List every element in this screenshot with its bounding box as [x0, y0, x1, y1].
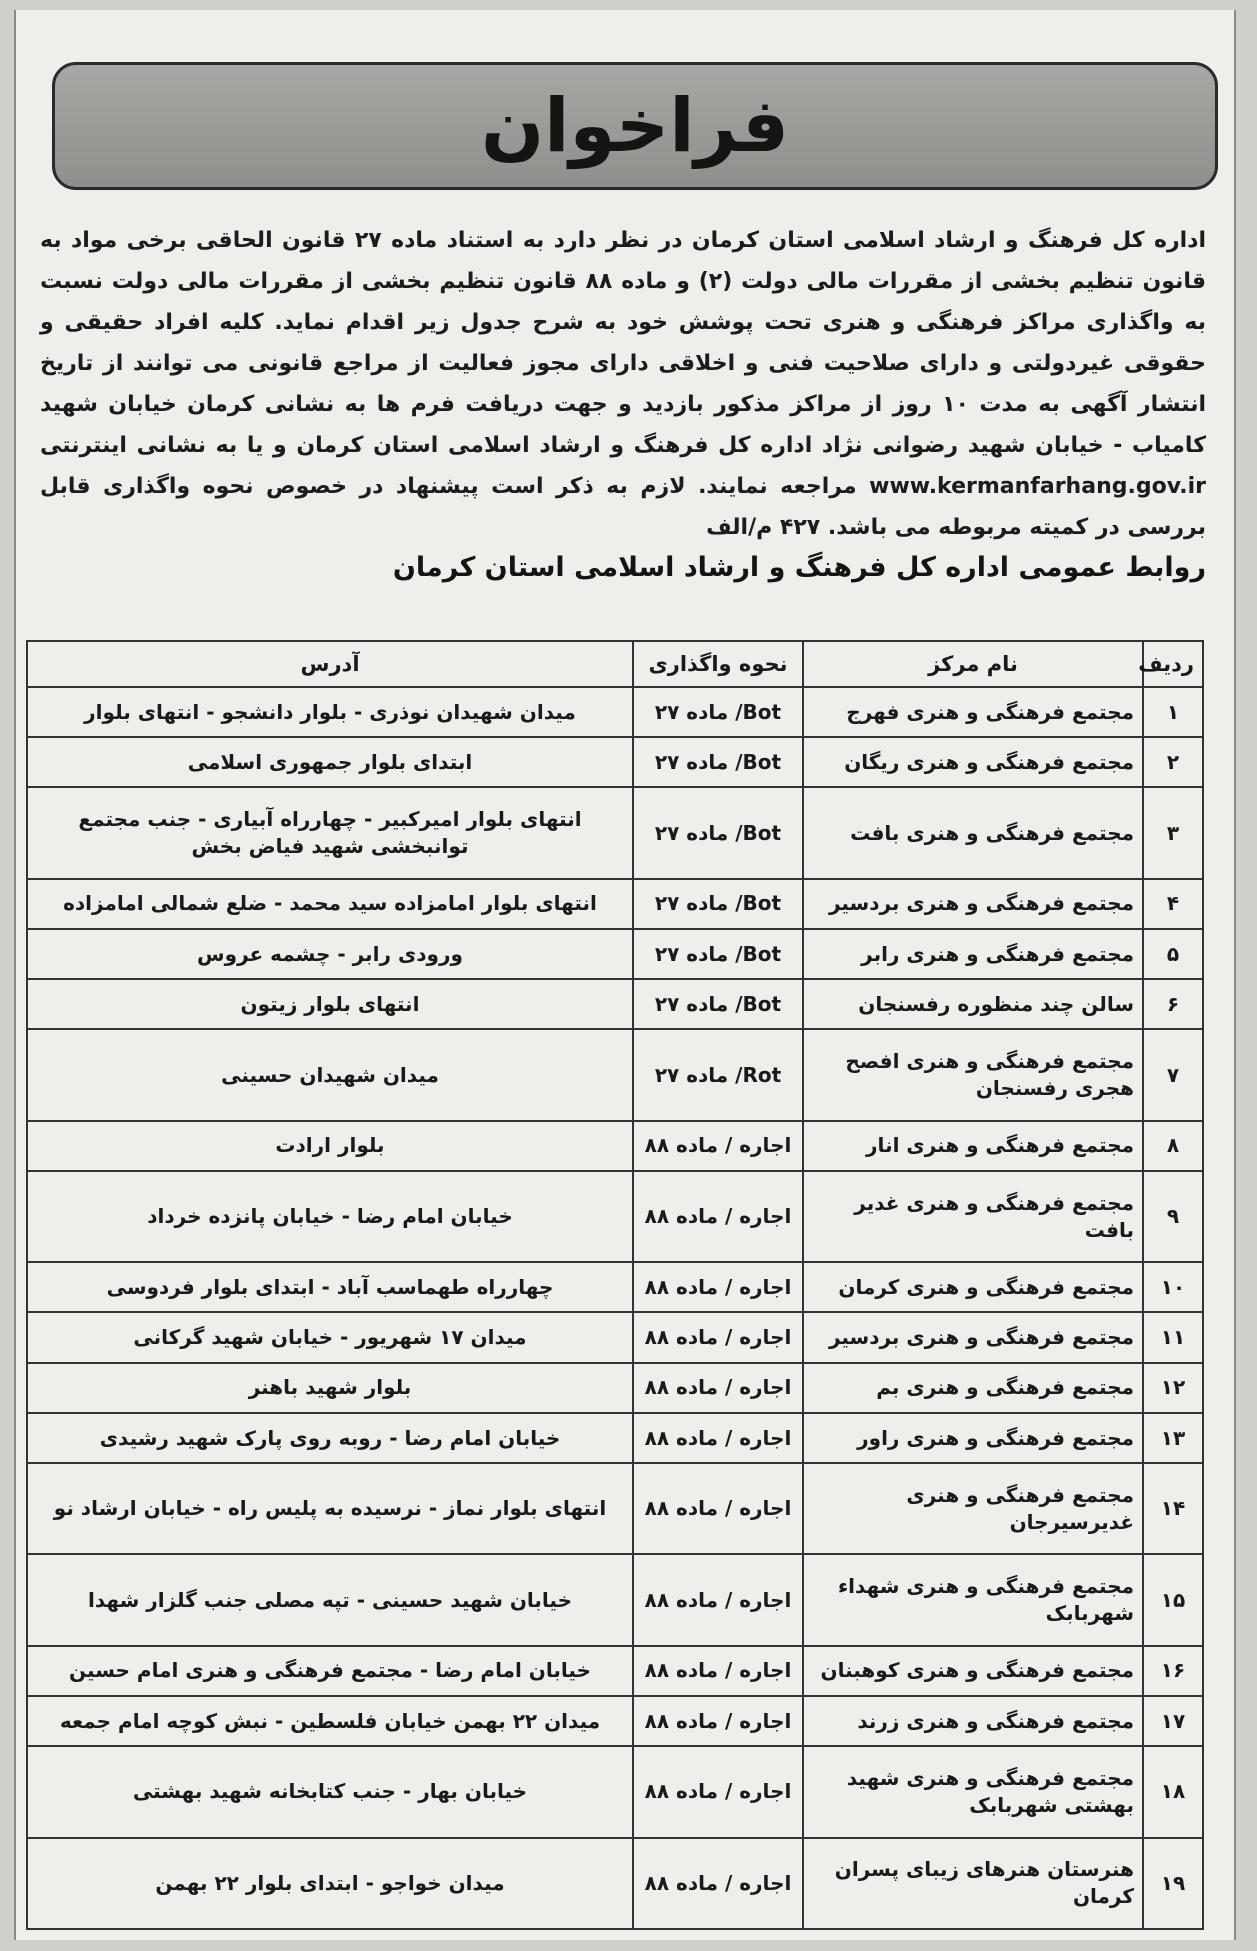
center-name: مجتمع فرهنگی و هنری کوهبنان [803, 1646, 1143, 1696]
header-address: آدرس [27, 641, 633, 687]
row-number: ۱۱ [1143, 1312, 1203, 1362]
header-center-name: نام مرکز [803, 641, 1143, 687]
center-name: مجتمع فرهنگی و هنری غدیرسیرجان [803, 1463, 1143, 1554]
center-address: انتهای بلوار زیتون [27, 979, 633, 1029]
table-row [27, 1646, 1203, 1696]
transfer-type: اجاره / ماده ۸۸ [633, 1463, 803, 1554]
transfer-type: اجاره / ماده ۸۸ [633, 1171, 803, 1262]
row-number: ۱۲ [1143, 1363, 1203, 1413]
table-row [27, 1696, 1203, 1746]
center-address: خیابان امام رضا - خیابان پانزده خرداد [27, 1171, 633, 1262]
row-number: ۱ [1143, 687, 1203, 737]
center-address: بلوار شهید باهنر [27, 1363, 633, 1413]
table-row [27, 1121, 1203, 1171]
table-row [27, 1262, 1203, 1312]
transfer-type: Bot/ ماده ۲۷ [633, 979, 803, 1029]
center-address: میدان ۱۷ شهریور - خیابان شهید گرکانی [27, 1312, 633, 1362]
center-name: هنرستان هنرهای زیبای پسران کرمان [803, 1838, 1143, 1930]
row-number: ۱۷ [1143, 1696, 1203, 1746]
center-address: میدان شهیدان نوذری - بلوار دانشجو - انتهای بلوار [27, 687, 633, 737]
row-number: ۱۰ [1143, 1262, 1203, 1312]
table-row [27, 1312, 1203, 1362]
center-name: مجتمع فرهنگی و هنری بردسیر [803, 1312, 1143, 1362]
center-address: انتهای بلوار امامزاده سید محمد - ضلع شمالی امامزاده [27, 879, 633, 929]
center-address: بلوار ارادت [27, 1121, 633, 1171]
center-name: مجتمع فرهنگی و هنری رابر [803, 929, 1143, 979]
table-row [27, 1746, 1203, 1837]
row-number: ۱۶ [1143, 1646, 1203, 1696]
center-address: خیابان امام رضا - روبه روی پارک شهید رشیدی [27, 1413, 633, 1463]
center-address: چهارراه طهماسب آباد - ابتدای بلوار فردوسی [27, 1262, 633, 1312]
row-number: ۱۴ [1143, 1463, 1203, 1554]
row-number: ۷ [1143, 1029, 1203, 1120]
row-number: ۱۹ [1143, 1838, 1203, 1930]
table-row [27, 1413, 1203, 1463]
center-name: مجتمع فرهنگی و هنری بردسیر [803, 879, 1143, 929]
intro-paragraph: اداره کل فرهنگ و ارشاد اسلامی استان کرمان در نظر دارد به استناد ماده ۲۷ قانون الحاقی برخی مواد به قانون تنظیم بخشی از مقررات مالی دولت (۲) و ماده ۸۸ قانون تنظیم بخشی از مقررات مالی دولت نسبت به واگذاری مراکز فرهنگی و هنری تحت پوشش خود به شرح جدول زیر اقدام نماید. کلیه افراد حقیقی و حقوقی غیردولتی و دارای صلاحیت فنی و اخلاقی دارای مجوز فعالیت از مراجع قانونی می توانند از تاریخ انتشار آگهی به مدت ۱۰ روز از مراکز مذکور بازدید و جهت دریافت فرم ها به نشانی کرمان خیابان شهید کامیاب - خیابان شهید رضوانی نژاد اداره کل فرهنگ و ارشاد اسلامی استان کرمان و یا به نشانی اینترنتی www.kermanfarhang.gov.ir مراجعه نمایند. لازم به ذکر است پیشنهاد در خصوص نحوه واگذاری قابل بررسی در کمیته مربوطه می باشد. ۴۲۷ م/الف [40, 228, 1206, 540]
row-number: ۱۵ [1143, 1554, 1203, 1645]
row-number: ۹ [1143, 1171, 1203, 1262]
center-name: مجتمع فرهنگی و هنری زرند [803, 1696, 1143, 1746]
center-name: مجتمع فرهنگی و هنری فهرج [803, 687, 1143, 737]
center-name: مجتمع فرهنگی و هنری بم [803, 1363, 1143, 1413]
table-row [27, 879, 1203, 929]
center-name: مجتمع فرهنگی و هنری ریگان [803, 737, 1143, 787]
transfer-type: اجاره / ماده ۸۸ [633, 1554, 803, 1645]
center-name: مجتمع فرهنگی و هنری شهید بهشتی شهربابک [803, 1746, 1143, 1837]
row-number: ۵ [1143, 929, 1203, 979]
transfer-type: Bot/ ماده ۲۷ [633, 737, 803, 787]
transfer-type: Bot/ ماده ۲۷ [633, 929, 803, 979]
table-row [27, 1463, 1203, 1554]
transfer-type: اجاره / ماده ۸۸ [633, 1696, 803, 1746]
transfer-type: اجاره / ماده ۸۸ [633, 1646, 803, 1696]
table-row [27, 1029, 1203, 1120]
centers-table [26, 640, 1204, 1930]
center-address: ابتدای بلوار جمهوری اسلامی [27, 737, 633, 787]
center-name: سالن چند منظوره رفسنجان [803, 979, 1143, 1029]
transfer-type: Bot/ ماده ۲۷ [633, 687, 803, 737]
publisher-signature: روابط عمومی اداره کل فرهنگ و ارشاد اسلامی استان کرمان [392, 552, 1206, 583]
row-number: ۲ [1143, 737, 1203, 787]
transfer-type: اجاره / ماده ۸۸ [633, 1363, 803, 1413]
center-name: مجتمع فرهنگی و هنری غدیر بافت [803, 1171, 1143, 1262]
center-address: انتهای بلوار نماز - نرسیده به پلیس راه - خیابان ارشاد نو [27, 1463, 633, 1554]
table-row [27, 979, 1203, 1029]
center-name: مجتمع فرهنگی و هنری راور [803, 1413, 1143, 1463]
transfer-type: اجاره / ماده ۸۸ [633, 1746, 803, 1837]
center-address: میدان شهیدان حسینی [27, 1029, 633, 1120]
center-address: خیابان امام رضا - مجتمع فرهنگی و هنری امام حسین [27, 1646, 633, 1696]
transfer-type: اجاره / ماده ۸۸ [633, 1121, 803, 1171]
transfer-type: Rot/ ماده ۲۷ [633, 1029, 803, 1120]
transfer-type: اجاره / ماده ۸۸ [633, 1838, 803, 1930]
title-banner [52, 62, 1218, 190]
row-number: ۶ [1143, 979, 1203, 1029]
table-header-row [27, 641, 1203, 687]
center-address: انتهای بلوار امیرکبیر - چهارراه آبیاری - جنب مجتمع توانبخشی شهید فیاض بخش [27, 787, 633, 878]
header-row-number: ردیف [1143, 641, 1203, 687]
table-row [27, 1363, 1203, 1413]
center-name: مجتمع فرهنگی و هنری بافت [803, 787, 1143, 878]
row-number: ۳ [1143, 787, 1203, 878]
center-name: مجتمع فرهنگی و هنری شهداء شهربابک [803, 1554, 1143, 1645]
page-title: فراخوان [480, 83, 790, 169]
table-body [27, 687, 1203, 1929]
center-name: مجتمع فرهنگی و هنری انار [803, 1121, 1143, 1171]
center-name: مجتمع فرهنگی و هنری افصح هجری رفسنجان [803, 1029, 1143, 1120]
table-row [27, 687, 1203, 737]
table-row [27, 1838, 1203, 1930]
transfer-type: Bot/ ماده ۲۷ [633, 879, 803, 929]
transfer-type: اجاره / ماده ۸۸ [633, 1413, 803, 1463]
row-number: ۱۸ [1143, 1746, 1203, 1837]
center-address: ورودی رابر - چشمه عروس [27, 929, 633, 979]
table-row [27, 1554, 1203, 1645]
table-row [27, 737, 1203, 787]
center-address: خیابان شهید حسینی - تپه مصلی جنب گلزار شهدا [27, 1554, 633, 1645]
transfer-type: Bot/ ماده ۲۷ [633, 787, 803, 878]
table-row [27, 929, 1203, 979]
row-number: ۸ [1143, 1121, 1203, 1171]
center-address: میدان ۲۲ بهمن خیابان فلسطین - نبش کوچه امام جمعه [27, 1696, 633, 1746]
table-row [27, 1171, 1203, 1262]
header-transfer-type: نحوه واگذاری [633, 641, 803, 687]
center-address: میدان خواجو - ابتدای بلوار ۲۲ بهمن [27, 1838, 633, 1930]
transfer-type: اجاره / ماده ۸۸ [633, 1312, 803, 1362]
center-address: خیابان بهار - جنب کتابخانه شهید بهشتی [27, 1746, 633, 1837]
transfer-type: اجاره / ماده ۸۸ [633, 1262, 803, 1312]
row-number: ۱۳ [1143, 1413, 1203, 1463]
center-name: مجتمع فرهنگی و هنری کرمان [803, 1262, 1143, 1312]
row-number: ۴ [1143, 879, 1203, 929]
table-row [27, 787, 1203, 878]
